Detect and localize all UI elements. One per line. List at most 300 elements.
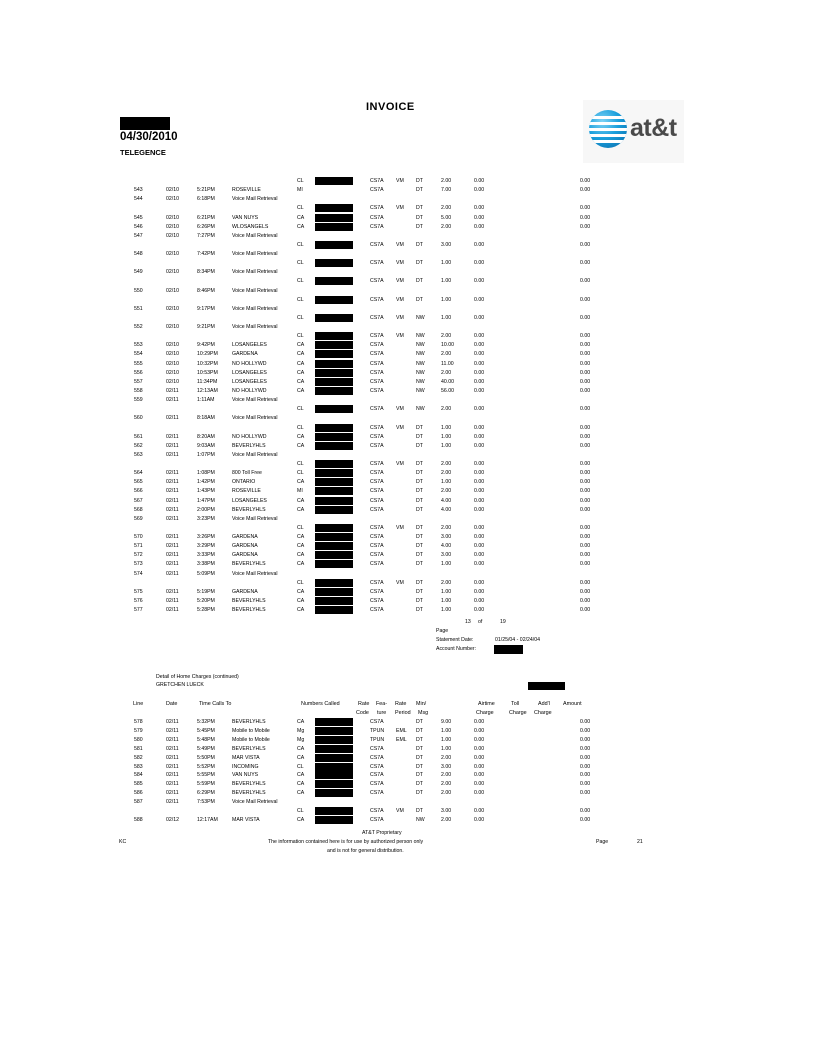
col-time-calls-to: Time Calls To xyxy=(199,701,232,707)
cell-time: 6:21PM xyxy=(197,214,215,221)
cell-min: 1.00 xyxy=(441,607,452,614)
cell-st: CL xyxy=(297,424,304,431)
cell-c2: VM xyxy=(396,314,404,321)
redacted-number xyxy=(315,424,353,432)
cell-c1: CS7A xyxy=(370,314,384,321)
cell-c1: CS7A xyxy=(370,497,384,504)
cell-time: 3:33PM xyxy=(197,552,215,559)
table-row xyxy=(0,434,816,442)
cell-time: 8:46PM xyxy=(197,287,215,294)
col-ture: ture xyxy=(377,710,387,716)
cell-c3: DT xyxy=(416,808,423,814)
table-row xyxy=(0,772,816,780)
cell-c3: NW xyxy=(416,342,425,349)
redacted-number xyxy=(315,754,353,762)
cell-time: 10:29PM xyxy=(197,351,218,358)
cell-min: 1.00 xyxy=(441,296,452,303)
footer-page-number: 21 xyxy=(637,839,643,845)
cell-c1: CS7A xyxy=(370,205,384,212)
cell-line: 555 xyxy=(134,360,143,367)
cell-c3: DT xyxy=(416,479,423,486)
cell-c2: VM xyxy=(396,406,404,413)
cell-st: CA xyxy=(297,745,305,752)
cell-c3: DT xyxy=(416,461,423,468)
cell-c3: DT xyxy=(416,178,423,184)
cell-c2: VM xyxy=(396,241,404,248)
cell-date: 02/12 xyxy=(166,816,179,823)
cell-place: BEVERLYHLS xyxy=(232,607,266,614)
cell-c2: VM xyxy=(396,524,404,531)
cell-place: LOSANGELES xyxy=(232,378,267,385)
redacted-number xyxy=(315,478,353,486)
cell-line: 551 xyxy=(134,305,143,312)
cell-tot: 0.00 xyxy=(580,351,591,358)
col-rate: Rate xyxy=(358,701,370,707)
table-row xyxy=(0,315,816,323)
cell-place: GARDENA xyxy=(232,552,258,559)
cell-c1: CS7A xyxy=(370,442,384,449)
cell-tot: 0.00 xyxy=(580,781,591,788)
table-row xyxy=(0,278,816,286)
cell-date: 02/11 xyxy=(166,397,179,404)
cell-c2: VM xyxy=(396,260,404,267)
cell-min: 2.00 xyxy=(441,781,452,788)
cell-amt: 0.00 xyxy=(474,497,485,504)
col-airtime: Airtime xyxy=(478,701,495,707)
cell-place: Voice Mail Retrieval xyxy=(232,515,278,522)
table-row xyxy=(0,746,816,754)
cell-place: Voice Mail Retrieval xyxy=(232,570,278,577)
cell-min: 1.00 xyxy=(441,479,452,486)
cell-c3: DT xyxy=(416,552,423,559)
cell-c3: DT xyxy=(416,470,423,477)
redacted-number xyxy=(315,296,353,304)
cell-amt: 0.00 xyxy=(474,736,485,743)
col-rate-period: Rate xyxy=(395,701,407,707)
cell-st: CA xyxy=(297,342,305,349)
cell-min: 10.00 xyxy=(441,342,454,349)
cell-c3: DT xyxy=(416,506,423,513)
cell-time: 1:08PM xyxy=(197,470,215,477)
cell-c1: CS7A xyxy=(370,178,384,184)
cell-date: 02/10 xyxy=(166,287,179,294)
cell-st: CA xyxy=(297,442,305,449)
cell-c1: CS7A xyxy=(370,187,384,194)
col-period: Period xyxy=(395,710,411,716)
cell-amt: 0.00 xyxy=(474,424,485,431)
cell-line: 566 xyxy=(134,488,143,495)
cell-time: 7:42PM xyxy=(197,251,215,258)
cell-c3: DT xyxy=(416,561,423,568)
cell-st: CA xyxy=(297,719,305,725)
col-airtime-charge: Charge xyxy=(476,710,494,716)
cell-c2: VM xyxy=(396,278,404,285)
cell-time: 5:32PM xyxy=(197,719,215,725)
redacted-number xyxy=(315,551,353,559)
cell-place: Voice Mail Retrieval xyxy=(232,287,278,294)
cell-time: 6:26PM xyxy=(197,223,215,230)
cell-amt: 0.00 xyxy=(474,187,485,194)
cell-st: CL xyxy=(297,241,304,248)
cell-amt: 0.00 xyxy=(474,433,485,440)
redacted-number xyxy=(315,524,353,532)
cell-amt: 0.00 xyxy=(474,461,485,468)
cell-st: CA xyxy=(297,369,305,376)
company-name: TELEGENCE xyxy=(120,148,166,157)
table-row xyxy=(0,370,816,378)
cell-amt: 0.00 xyxy=(474,754,485,761)
cell-st: CA xyxy=(297,497,305,504)
cell-c1: CS7A xyxy=(370,223,384,230)
cell-c1: CS7A xyxy=(370,719,384,725)
table-row xyxy=(0,737,816,745)
cell-c3: DT xyxy=(416,736,423,743)
cell-c2: VM xyxy=(396,808,404,814)
cell-min: 9.00 xyxy=(441,719,452,725)
cell-st: CA xyxy=(297,607,305,614)
cell-date: 02/10 xyxy=(166,187,179,194)
table-row xyxy=(0,224,816,232)
cell-tot: 0.00 xyxy=(580,497,591,504)
cell-amt: 0.00 xyxy=(474,543,485,550)
cell-place: BEVERLYHLS xyxy=(232,719,266,725)
cell-c1: CS7A xyxy=(370,524,384,531)
redacted-number xyxy=(315,214,353,222)
table-row xyxy=(0,808,816,816)
cell-time: 1:11AM xyxy=(197,397,215,404)
cell-c2: VM xyxy=(396,178,404,184)
redacted-number xyxy=(315,789,353,797)
cell-c1: CS7A xyxy=(370,333,384,340)
cell-min: 2.00 xyxy=(441,754,452,761)
cell-c3: DT xyxy=(416,772,423,779)
cell-date: 02/11 xyxy=(166,515,179,522)
cell-tot: 0.00 xyxy=(580,442,591,449)
cell-date: 02/10 xyxy=(166,232,179,239)
cell-line: 556 xyxy=(134,369,143,376)
cell-line: 587 xyxy=(134,799,143,806)
cell-min: 1.00 xyxy=(441,561,452,568)
cell-c1: TPUN xyxy=(370,727,385,734)
cell-place: BEVERLYHLS xyxy=(232,561,266,568)
cell-st: CA xyxy=(297,816,305,823)
cell-c1: CS7A xyxy=(370,816,384,823)
cell-c1: CS7A xyxy=(370,754,384,761)
cell-tot: 0.00 xyxy=(580,424,591,431)
cell-tot: 0.00 xyxy=(580,461,591,468)
cell-date: 02/11 xyxy=(166,534,179,541)
cell-min: 2.00 xyxy=(441,223,452,230)
cell-st: CA xyxy=(297,772,305,779)
cell-min: 3.00 xyxy=(441,763,452,770)
att-logo-text: at&t xyxy=(630,114,677,142)
cell-c1: CS7A xyxy=(370,433,384,440)
cell-st: CL xyxy=(297,461,304,468)
cell-min: 7.00 xyxy=(441,187,452,194)
cell-date: 02/10 xyxy=(166,360,179,367)
cell-tot: 0.00 xyxy=(580,187,591,194)
page-number: 13 xyxy=(465,619,471,625)
cell-tot: 0.00 xyxy=(580,808,591,814)
cell-c3: DT xyxy=(416,534,423,541)
cell-line: 569 xyxy=(134,515,143,522)
cell-tot: 0.00 xyxy=(580,727,591,734)
cell-line: 543 xyxy=(134,187,143,194)
table-row xyxy=(0,764,816,772)
cell-tot: 0.00 xyxy=(580,524,591,531)
cell-amt: 0.00 xyxy=(474,205,485,212)
cell-c3: DT xyxy=(416,607,423,614)
cell-c3: NW xyxy=(416,387,425,394)
cell-date: 02/10 xyxy=(166,305,179,312)
cell-st: CA xyxy=(297,597,305,604)
table-row xyxy=(0,461,816,469)
redacted-number xyxy=(315,369,353,377)
table-row xyxy=(0,534,816,542)
col-toll: Toll xyxy=(511,701,520,707)
cell-c1: CS7A xyxy=(370,772,384,779)
redacted-number xyxy=(315,314,353,322)
cell-tot: 0.00 xyxy=(580,719,591,725)
cell-min: 1.00 xyxy=(441,745,452,752)
cell-place: BEVERLYHLS xyxy=(232,745,266,752)
cell-tot: 0.00 xyxy=(580,214,591,221)
redacted-number xyxy=(315,579,353,587)
cell-time: 7:53PM xyxy=(197,799,215,806)
cell-c3: DT xyxy=(416,497,423,504)
cell-tot: 0.00 xyxy=(580,223,591,230)
cell-min: 40.00 xyxy=(441,378,454,385)
cell-date: 02/10 xyxy=(166,369,179,376)
cell-c3: NW xyxy=(416,369,425,376)
cell-c1: CS7A xyxy=(370,342,384,349)
table-row xyxy=(0,525,816,533)
cell-st: CA xyxy=(297,214,305,221)
cell-amt: 0.00 xyxy=(474,579,485,586)
cell-amt: 0.00 xyxy=(474,607,485,614)
cell-amt: 0.00 xyxy=(474,470,485,477)
cell-min: 4.00 xyxy=(441,497,452,504)
table-row xyxy=(0,178,816,186)
cell-min: 1.00 xyxy=(441,424,452,431)
cell-amt: 0.00 xyxy=(474,597,485,604)
cell-tot: 0.00 xyxy=(580,607,591,614)
cell-amt: 0.00 xyxy=(474,790,485,797)
cell-min: 3.00 xyxy=(441,241,452,248)
cell-line: 580 xyxy=(134,736,143,743)
redacted-number xyxy=(315,560,353,568)
cell-date: 02/11 xyxy=(166,736,179,743)
table-row xyxy=(0,498,816,506)
cell-line: 579 xyxy=(134,727,143,734)
cell-amt: 0.00 xyxy=(474,342,485,349)
cell-date: 02/11 xyxy=(166,745,179,752)
cell-place: Voice Mail Retrieval xyxy=(232,324,278,331)
cell-min: 56.00 xyxy=(441,387,454,394)
cell-c3: DT xyxy=(416,588,423,595)
cell-c2: VM xyxy=(396,205,404,212)
cell-c1: CS7A xyxy=(370,561,384,568)
cell-c1: CS7A xyxy=(370,360,384,367)
cell-place: LOSANGELES xyxy=(232,369,267,376)
cell-min: 4.00 xyxy=(441,506,452,513)
cell-place: MAR VISTA xyxy=(232,754,260,761)
cell-min: 4.00 xyxy=(441,543,452,550)
cell-amt: 0.00 xyxy=(474,488,485,495)
cell-amt: 0.00 xyxy=(474,772,485,779)
cell-c3: DT xyxy=(416,524,423,531)
page-total: 19 xyxy=(500,619,506,625)
table-row xyxy=(0,479,816,487)
cell-st: CL xyxy=(297,296,304,303)
cell-place: Voice Mail Retrieval xyxy=(232,232,278,239)
cell-place: LOSANGELES xyxy=(232,497,267,504)
cell-tot: 0.00 xyxy=(580,534,591,541)
table-row xyxy=(0,288,816,296)
cell-st: CL xyxy=(297,406,304,413)
cell-date: 02/11 xyxy=(166,772,179,779)
cell-c3: NW xyxy=(416,333,425,340)
cell-amt: 0.00 xyxy=(474,241,485,248)
table-row xyxy=(0,351,816,359)
redacted-account-number xyxy=(494,645,523,654)
cell-tot: 0.00 xyxy=(580,561,591,568)
cell-c1: CS7A xyxy=(370,506,384,513)
table-row xyxy=(0,215,816,223)
cell-time: 12:13AM xyxy=(197,387,218,394)
cell-date: 02/11 xyxy=(166,433,179,440)
cell-c1: CS7A xyxy=(370,406,384,413)
table-row xyxy=(0,251,816,259)
cell-c3: DT xyxy=(416,488,423,495)
cell-c1: CS7A xyxy=(370,260,384,267)
cell-amt: 0.00 xyxy=(474,369,485,376)
redacted-block-detail xyxy=(528,682,565,690)
cell-st: CA xyxy=(297,754,305,761)
cell-line: 563 xyxy=(134,451,143,458)
cell-line: 548 xyxy=(134,251,143,258)
redacted-number xyxy=(315,469,353,477)
redacted-number xyxy=(315,241,353,249)
cell-tot: 0.00 xyxy=(580,763,591,770)
cell-c1: CS7A xyxy=(370,534,384,541)
cell-tot: 0.00 xyxy=(580,506,591,513)
cell-date: 02/11 xyxy=(166,719,179,725)
table-row xyxy=(0,580,816,588)
col-date: Date xyxy=(166,701,178,707)
cell-line: 552 xyxy=(134,324,143,331)
cell-c1: CS7A xyxy=(370,781,384,788)
cell-c1: CS7A xyxy=(370,543,384,550)
table-row xyxy=(0,719,816,727)
table-row xyxy=(0,342,816,350)
cell-line: 565 xyxy=(134,479,143,486)
cell-amt: 0.00 xyxy=(474,719,485,725)
cell-place: BEVERLYHLS xyxy=(232,506,266,513)
cell-line: 583 xyxy=(134,763,143,770)
cell-time: 9:21PM xyxy=(197,324,215,331)
cell-st: CL xyxy=(297,278,304,285)
cell-min: 2.00 xyxy=(441,369,452,376)
cell-tot: 0.00 xyxy=(580,543,591,550)
cell-time: 10:53PM xyxy=(197,369,218,376)
cell-place: Mobile to Mobile xyxy=(232,727,270,734)
cell-line: 559 xyxy=(134,397,143,404)
cell-c3: DT xyxy=(416,296,423,303)
cell-tot: 0.00 xyxy=(580,278,591,285)
redacted-block-header xyxy=(120,117,170,130)
cell-min: 1.00 xyxy=(441,727,452,734)
cell-date: 02/11 xyxy=(166,552,179,559)
cell-min: 2.00 xyxy=(441,488,452,495)
redacted-number xyxy=(315,506,353,514)
cell-c2: EML xyxy=(396,727,407,734)
cell-min: 11.00 xyxy=(441,360,454,367)
cell-date: 02/10 xyxy=(166,378,179,385)
table-row xyxy=(0,425,816,433)
cell-c2: VM xyxy=(396,296,404,303)
cell-time: 5:28PM xyxy=(197,607,215,614)
cell-time: 6:29PM xyxy=(197,790,215,797)
cell-st: CA xyxy=(297,378,305,385)
cell-c3: DT xyxy=(416,260,423,267)
redacted-number xyxy=(315,780,353,788)
cell-time: 5:55PM xyxy=(197,772,215,779)
table-row xyxy=(0,333,816,341)
table-row xyxy=(0,443,816,451)
table-row xyxy=(0,306,816,314)
table-row xyxy=(0,607,816,615)
cell-c3: DT xyxy=(416,205,423,212)
cell-st: CA xyxy=(297,561,305,568)
cell-time: 12:17AM xyxy=(197,816,218,823)
table-row xyxy=(0,543,816,551)
cell-place: GARDENA xyxy=(232,351,258,358)
cell-date: 02/11 xyxy=(166,597,179,604)
cell-c1: CS7A xyxy=(370,461,384,468)
cell-st: CA xyxy=(297,479,305,486)
statement-date-label: Statement Date: xyxy=(436,637,474,643)
table-row xyxy=(0,233,816,241)
cell-amt: 0.00 xyxy=(474,816,485,823)
cell-tot: 0.00 xyxy=(580,433,591,440)
cell-st: CL xyxy=(297,808,304,814)
cell-amt: 0.00 xyxy=(474,260,485,267)
cell-date: 02/11 xyxy=(166,570,179,577)
cell-place: VAN NUYS xyxy=(232,772,259,779)
cell-c1: CS7A xyxy=(370,607,384,614)
cell-c3: DT xyxy=(416,187,423,194)
cell-line: 577 xyxy=(134,607,143,614)
redacted-number xyxy=(315,816,353,824)
cell-c3: DT xyxy=(416,719,423,725)
cell-min: 1.00 xyxy=(441,314,452,321)
redacted-number xyxy=(315,736,353,744)
cell-amt: 0.00 xyxy=(474,534,485,541)
cell-c1: CS7A xyxy=(370,424,384,431)
cell-date: 02/10 xyxy=(166,342,179,349)
cell-tot: 0.00 xyxy=(580,588,591,595)
table-row xyxy=(0,397,816,405)
cell-amt: 0.00 xyxy=(474,781,485,788)
cell-line: 544 xyxy=(134,196,143,203)
cell-c1: CS7A xyxy=(370,241,384,248)
cell-st: CL xyxy=(297,260,304,267)
cell-min: 2.00 xyxy=(441,205,452,212)
cell-c3: DT xyxy=(416,241,423,248)
cell-date: 02/11 xyxy=(166,415,179,422)
cell-place: 800 Toll Free xyxy=(232,470,262,477)
